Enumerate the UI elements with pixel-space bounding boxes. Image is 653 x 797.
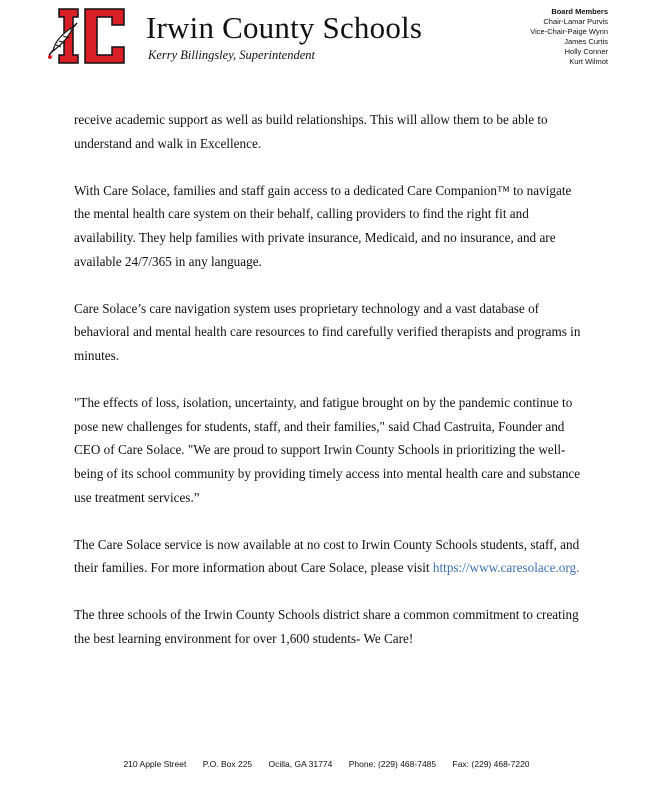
- footer-street: 210 Apple Street: [123, 759, 187, 769]
- paragraph: receive academic support as well as build relationships. This will allow them to be able to understand and walk in Excellence.: [74, 112, 548, 151]
- footer-phone: Phone: (229) 468-7485: [348, 759, 437, 769]
- paragraph: With Care Solace, families and staff gain access to a dedicated Care Companion™ to navigate the mental health care system on their behalf, calling providers to find the right fit and availability. They help families with private insurance, Medicaid, and no insurance, and are available 24/7/365 in any language.: [74, 182, 572, 269]
- letter-body: [74, 108, 586, 674]
- letterhead: [0, 0, 653, 80]
- board-member: Chair-Lamar Purvis: [543, 17, 608, 26]
- paragraph: "The effects of loss, isolation, uncertainty, and fatigue brought on by the pandemic continue to pose new challenges for students, staff, and their families," said Chad Castruita, Founder and CEO of Care Solace. "We are proud to support Irwin County Schools in prioritizing the well-being of its school community by providing timely access into mental health care and substance use treatment services.”: [74, 395, 581, 505]
- paragraph-text: The Care Solace service is now available at no cost to Irwin County Schools students, staff, and their families. For more information about Care Solace, please visit: [74, 536, 580, 576]
- caresolace-link[interactable]: https://www.caresolace.org.: [432, 560, 580, 576]
- board-members-list: [530, 7, 608, 67]
- board-heading: Board Members: [551, 7, 608, 16]
- board-member: Holly Conner: [564, 47, 608, 56]
- paragraph: Care Solace’s care navigation system uses proprietary technology and a vast database of behavioral and mental health care resources to find carefully verified therapists and programs in minutes.: [74, 300, 581, 363]
- school-title: Irwin County Schools: [146, 10, 423, 45]
- board-member: Vice-Chair-Paige Wynn: [530, 27, 608, 36]
- board-member: Kurt Wilmot: [569, 57, 608, 66]
- footer-po-box: P.O. Box 225: [202, 759, 253, 769]
- paragraph: [74, 533, 586, 580]
- footer-city: Ocilla, GA 31774: [268, 759, 333, 769]
- superintendent-name: Kerry Billingsley, Superintendent: [148, 48, 315, 62]
- paragraph: The three schools of the Irwin County Schools district share a common commitment to creating the best learning environment for over 1,600 students- We Care!: [74, 607, 579, 647]
- board-member: James Curtis: [564, 37, 608, 46]
- footer-address: [0, 759, 653, 769]
- feather-logo-icon: [47, 5, 129, 67]
- footer-fax: Fax: (229) 468-7220: [452, 759, 530, 769]
